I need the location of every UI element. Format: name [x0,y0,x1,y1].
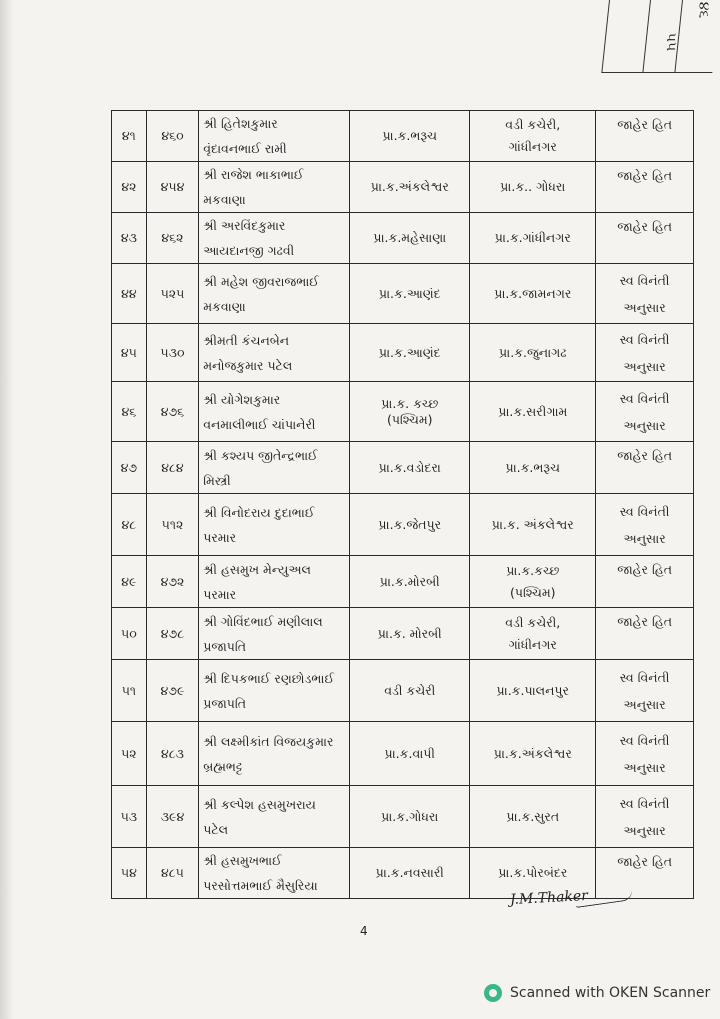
to-line: ગાંધીનગર [508,636,557,652]
transfer-office-cell [470,722,596,786]
current-office-cell [350,494,470,556]
name-line: શ્રી મહેશ જીવરાજભાઈ [203,273,319,289]
transfer-office-cell [470,264,596,324]
name-line: શ્રી લક્ષ્મીકાંત વિજયકુમાર [203,733,334,749]
reason-cell [596,442,694,494]
reason-cell [596,382,694,442]
name-line: પ્રજાપતિ [203,695,246,711]
employee-number-cell: ૪૬૨ [146,213,198,264]
employee-number-cell: ૪૫૪ [146,162,198,213]
table-row [112,660,694,722]
to-line: પ્રા.ક.જામનગર [494,285,572,301]
employee-name-cell [199,442,350,494]
name-line: પટેલ [203,821,229,837]
name-line: પરમાર [203,586,237,602]
to-line: પ્રા.ક.સરીગામ [498,403,568,419]
from-line: (પશ્ચિમ) [386,411,433,427]
to-line: પ્રા.ક.પાલનપુર [496,682,569,698]
serial-number-cell: ૫૪ [112,848,147,899]
reason-cell [596,722,694,786]
serial-number-cell: ૪૩ [112,213,147,264]
current-office-cell [350,722,470,786]
reason-line: જાહેર હિત [617,562,672,577]
signature: J.M.Thaker [509,887,589,909]
name-line: શ્રી રાજેશ ભાકાભાઈ [203,167,304,182]
name-line: શ્રી કલ્પેશ હસમુખરાય [203,796,316,812]
transfer-table [111,110,694,899]
employee-name-cell [199,608,350,660]
serial-number-cell: ૪૪ [112,264,147,324]
from-line: પ્રા.ક. મોરબી [377,625,442,641]
reason-cell [596,848,694,899]
transfer-office-cell [470,556,596,608]
reason-line: જાહેર હિત [617,117,672,132]
to-line: પ્રા.ક.ભરૂચ [505,459,561,475]
to-line: ગાંધીનગર [508,139,557,154]
serial-number-cell: ૪૫ [112,324,147,382]
name-line: શ્રી અરવિંદકુમાર [203,218,286,233]
serial-number-cell: ૪૬ [112,382,147,442]
serial-number-cell: ૪૧ [112,111,147,162]
name-line: વનમાલીભાઈ ચાંપાનેરી [203,416,316,432]
name-line: શ્રી દિપકભાઈ રણછોડભાઈ [203,670,335,686]
current-office-cell [350,213,470,264]
from-line: વડી કચેરી [384,682,436,698]
transfer-office-cell [470,660,596,722]
reason-cell [596,213,694,264]
current-office-cell [350,848,470,899]
reason-line: સ્વ વિનંતી [619,795,670,811]
to-line: પ્રા.ક.ગાંધીનગર [494,230,571,245]
employee-number-cell: ૪૮૫ [146,848,198,899]
transfer-office-cell [470,162,596,213]
from-line: પ્રા.ક.ગોધરા [381,808,439,824]
serial-number-cell: ૫૧ [112,660,147,722]
reason-cell [596,111,694,162]
to-line: પ્રા.ક. અંકલેશ્વર [491,516,574,532]
employee-number-cell: ૫૩૦ [146,324,198,382]
table-row [112,162,694,213]
from-line: પ્રા.ક.નવસારી [375,865,444,880]
from-line: પ્રા.ક.ભરૂચ [382,128,438,143]
fragment-divider [642,0,651,72]
name-line: મકવાણા [203,192,246,207]
name-line: મિસ્ત્રી [203,472,231,488]
to-line: પ્રા.ક.કચ્છ [506,562,560,578]
from-line: પ્રા.ક.વાપી [384,745,435,761]
employee-number-cell: ૫૨૫ [146,264,198,324]
transfer-office-cell [470,494,596,556]
current-office-cell [350,382,470,442]
reason-cell [596,494,694,556]
serial-number-cell: ૪૨ [112,162,147,213]
employee-name-cell [199,848,350,899]
reason-line: અનુસાર [623,299,666,315]
reason-cell [596,264,694,324]
table-row [112,608,694,660]
from-line: પ્રા.ક.મોરબી [379,573,440,589]
table-row [112,494,694,556]
employee-number-cell: ૩૯૪ [146,786,198,848]
employee-name-cell [199,786,350,848]
reason-line: સ્વ વિનંતી [619,331,670,347]
scanner-footer-text: Scanned with OKEN Scanner [510,985,711,1001]
current-office-cell [350,442,470,494]
current-office-cell [350,660,470,722]
to-line: પ્રા.ક.અંકલેશ્વર [493,745,572,761]
name-line: શ્રી યોગેશકુમાર [203,391,281,407]
name-line: પરમાર [203,529,237,545]
reason-line: સ્વ વિનંતી [619,669,670,685]
employee-name-cell [199,162,350,213]
reason-cell [596,324,694,382]
reason-line: સ્વ વિનંતી [619,503,670,519]
name-line: શ્રી ગોવિંદભાઈ મણીલાલ [203,613,323,629]
reason-cell [596,162,694,213]
employee-number-cell: ૪૭૨ [146,556,198,608]
table-row [112,848,694,899]
employee-number-cell: ૪૭૮ [146,608,198,660]
serial-number-cell: ૫૩ [112,786,147,848]
table-row [112,382,694,442]
employee-number-cell: ૪૮૩ [146,722,198,786]
from-line: પ્રા.ક.જેતપુર [378,516,442,532]
reason-cell [596,556,694,608]
table-row [112,111,694,162]
name-line: શ્રી હસમુખ મેન્યુઅલ [203,561,311,577]
reason-line: અનુસાર [623,696,666,712]
reason-line: સ્વ વિનંતી [619,272,670,288]
transfer-office-cell [470,608,596,660]
name-line: વૃંદાવનભાઈ રામી [203,141,287,156]
employee-number-cell: ૪૬૦ [146,111,198,162]
current-office-cell [350,162,470,213]
current-office-cell [350,786,470,848]
name-line: શ્રી હિતેશકુમાર [203,116,278,131]
fragment-text: ૫૫ [662,32,679,52]
table-row [112,264,694,324]
employee-number-cell: ૪૭૯ [146,660,198,722]
name-line: પ્રજાપતિ [203,638,246,654]
scanner-footer [484,984,710,1002]
employee-name-cell [199,660,350,722]
current-office-cell [350,556,470,608]
reason-line: જાહેર હિત [617,219,672,234]
table-row [112,213,694,264]
from-line: પ્રા.ક. કચ્છ [381,395,439,411]
name-line: શ્રી હસમુખભાઈ [203,853,282,868]
reason-line: અનુસાર [623,358,666,374]
page-number: 4 [360,924,368,938]
name-line: બ્રહ્મભટ્ટ [203,758,243,774]
name-line: મનોજકુમાર પટેલ [203,357,293,373]
reason-line: અનુસાર [623,822,666,838]
to-line: વડી કચેરી, [505,117,561,132]
name-line: શ્રી કશ્યપ જીતેન્દ્રભાઈ [203,447,318,463]
oken-logo-icon [484,984,502,1002]
employee-number-cell: ૪૮૪ [146,442,198,494]
table-row [112,786,694,848]
to-line: વડી કચેરી, [505,614,561,630]
reason-cell [596,786,694,848]
current-office-cell [350,111,470,162]
to-line: પ્રા.ક.સુરત [506,808,560,824]
transfer-office-cell [470,213,596,264]
employee-number-cell: ૪૭૬ [146,382,198,442]
reason-line: સ્વ વિનંતી [619,732,670,748]
transfer-office-cell [470,324,596,382]
employee-name-cell [199,382,350,442]
name-line: શ્રીમતી કંચનબેન [203,332,290,348]
serial-number-cell: ૪૮ [112,494,147,556]
from-line: પ્રા.ક.વડોદરા [378,459,441,475]
table-row [112,722,694,786]
from-line: પ્રા.ક.આણંદ [378,285,441,301]
current-office-cell [350,608,470,660]
reason-cell [596,608,694,660]
current-office-cell [350,324,470,382]
transfer-office-cell [470,111,596,162]
reason-line: સ્વ વિનંતી [619,390,670,406]
serial-number-cell: ૫૨ [112,722,147,786]
transfer-office-cell [470,442,596,494]
table-row [112,556,694,608]
employee-name-cell [199,213,350,264]
to-line: પ્રા.ક.જુનાગઢ [499,344,567,360]
name-line: મકવાણા [203,298,246,314]
table-row [112,442,694,494]
from-line: પ્રા.ક.અંકલેશ્વર [370,179,449,194]
table-row [112,324,694,382]
to-line: (પશ્ચિમ) [509,584,556,600]
name-line: આયદાનજી ગઢવી [203,243,295,258]
transfer-table-body [112,111,694,899]
transfer-office-cell [470,786,596,848]
name-line: પરસોત્તમભાઈ મૈસુરિયા [203,878,318,893]
employee-name-cell [199,556,350,608]
employee-name-cell [199,264,350,324]
page-edge-shadow [0,0,14,1019]
to-line: પ્રા.ક.પોરબંદર [498,865,568,880]
employee-name-cell [199,722,350,786]
employee-name-cell [199,111,350,162]
serial-number-cell: ૫૦ [112,608,147,660]
employee-name-cell [199,494,350,556]
from-line: પ્રા.ક.આણંદ [378,344,441,360]
employee-name-cell [199,324,350,382]
reason-line: અનુસાર [623,759,666,775]
serial-number-cell: ૪૯ [112,556,147,608]
reason-line: અનુસાર [623,417,666,433]
transfer-office-cell [470,382,596,442]
reason-cell [596,660,694,722]
name-line: શ્રી વિનોદરાય દુદાભાઈ [203,504,315,520]
reason-line: જાહેર હિત [617,854,672,869]
reason-line: જાહેર હિત [617,168,672,183]
from-line: પ્રા.ક.મહેસાણા [373,230,447,245]
to-line: પ્રા.ક.. ગોધરા [500,179,566,194]
employee-number-cell: ૫૧૨ [146,494,198,556]
fragment-text: ૪૬ [695,1,712,19]
current-office-cell [350,264,470,324]
reason-line: જાહેર હિત [617,448,672,463]
reason-line: અનુસાર [623,530,666,546]
serial-number-cell: ૪૭ [112,442,147,494]
reason-line: જાહેર હિત [617,614,672,629]
